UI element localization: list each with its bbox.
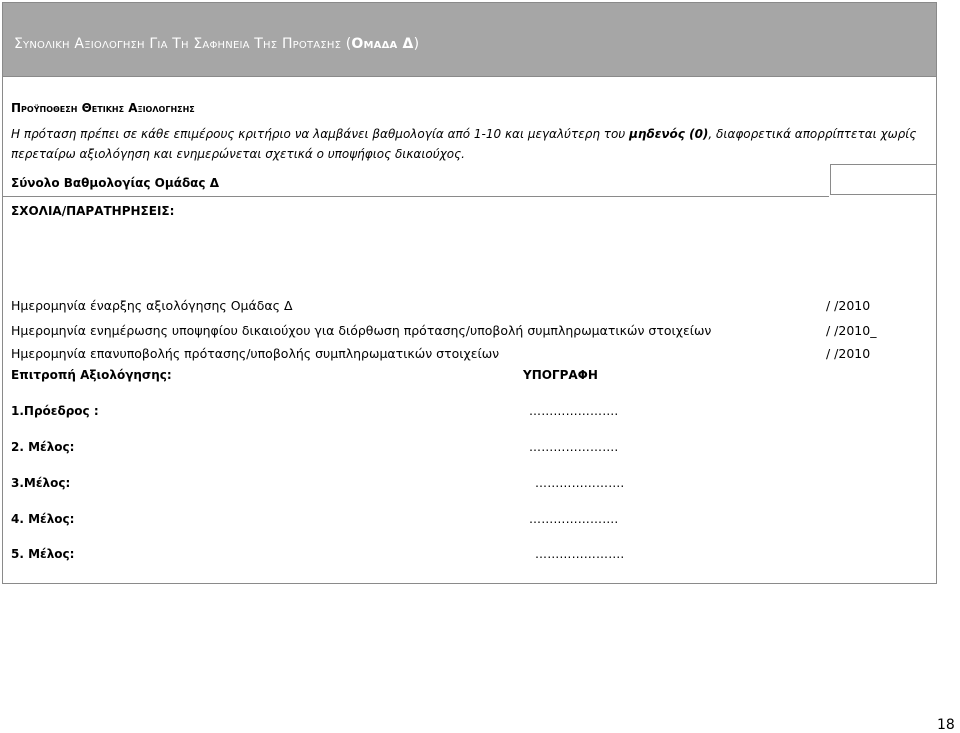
group-label: Ομαδα Δ: [351, 36, 414, 52]
date-start-value[interactable]: / /2010: [826, 298, 871, 313]
page-number: 18: [937, 717, 955, 733]
member-label-5: 5. Μέλος:: [11, 547, 75, 561]
signature-line-member-5[interactable]: ………………….: [535, 547, 625, 561]
score-field[interactable]: [830, 164, 936, 195]
zero-emphasis: μηδενός (0): [629, 127, 709, 141]
section-header: [3, 3, 936, 77]
member-label-4: 4. Μέλος:: [11, 512, 75, 526]
signature-line-president[interactable]: ………………….: [529, 404, 619, 418]
member-label-2: 2. Μέλος:: [11, 440, 75, 454]
member-label-president: 1.Πρόεδρος :: [11, 404, 99, 418]
date-notify-label: Ημερομηνία ενημέρωσης υποψηφίου δικαιούχου για διόρθωση πρότασης/υποβολή συμπληρωματικών στοιχείων: [11, 323, 712, 338]
section-title: Προϋποθεση Θετικης Αξιολογησης: [11, 101, 195, 115]
committee-label: Επιτροπή Αξιολόγησης:: [11, 368, 172, 382]
date-start-label: Ημερομηνία έναρξης αξιολόγησης Ομάδας Δ: [11, 298, 293, 313]
signature-label: ΥΠΟΓΡΑΦΗ: [523, 368, 598, 382]
signature-line-member-3[interactable]: ………………….: [535, 476, 625, 490]
signature-line-member-2[interactable]: ………………….: [529, 440, 619, 454]
date-resubmit-value[interactable]: / /2010: [826, 346, 871, 361]
header-title: Συνολικη Αξιολογηση Για Τη Σαφηνεια Της Προτασης (Ομαδα Δ): [14, 36, 420, 52]
member-label-3: 3.Μέλος:: [11, 476, 71, 490]
signature-line-member-4[interactable]: ………………….: [529, 512, 619, 526]
comments-label: ΣΧΟΛΙΑ/ΠΑΡΑΤΗΡΗΣΕΙΣ:: [11, 204, 175, 218]
score-row: [3, 164, 936, 196]
date-notify-value[interactable]: / /2010_: [826, 323, 877, 338]
date-resubmit-label: Ημερομηνία επανυποβολής πρότασης/υποβολής συμπληρωματικών στοιχείων: [11, 346, 500, 361]
criteria-paragraph: Η πρόταση πρέπει σε κάθε επιμέρους κριτήριο να λαμβάνει βαθμολογία από 1-10 και μεγαλύτερη του μηδενός (0), διαφορετικά απορρίπτεται χωρίς περεταίρω αξιολόγηση και ενημερώνεται σχετικά ο υποψήφιος δικαιούχος.: [11, 127, 917, 161]
divider: [3, 196, 829, 197]
score-label: Σύνολο Βαθμολογίας Ομάδας Δ: [11, 176, 220, 190]
form-frame: [2, 2, 937, 584]
